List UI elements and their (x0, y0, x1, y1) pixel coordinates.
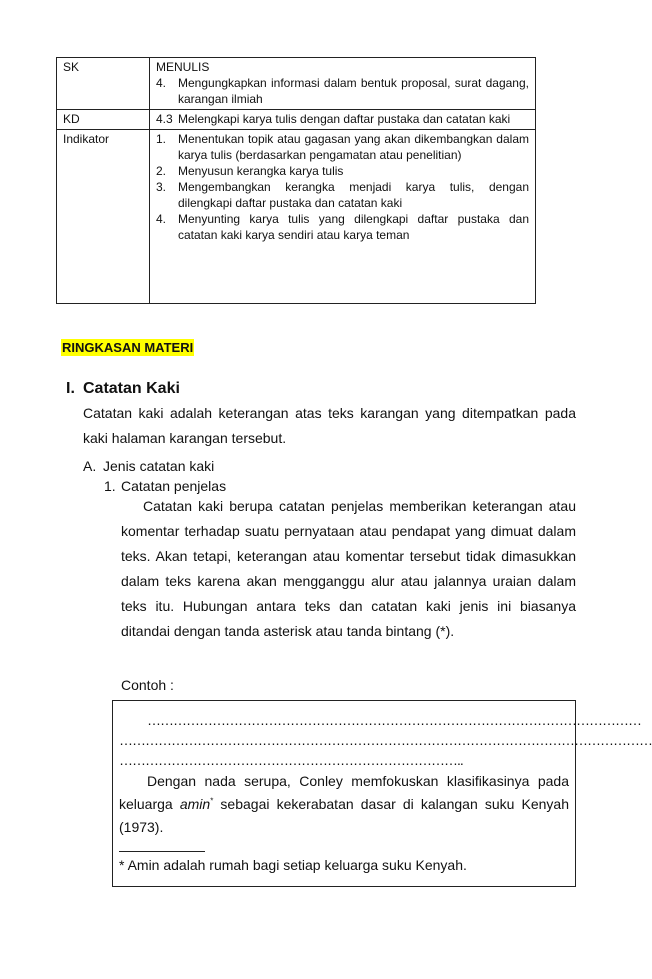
list-item: 2. Menyusun kerangka karya tulis (156, 164, 344, 178)
sk-list (156, 75, 529, 107)
list-item: 4. Mengungkapkan informasi dalam bentuk proposal, surat dagang, karangan ilmiah (156, 76, 529, 106)
table-row-sk (57, 58, 536, 110)
section-title: Catatan Kaki (83, 380, 180, 397)
section-intro: Catatan kaki adalah keterangan atas teks karangan yang ditempatkan pada kaki halaman karangan tersebut. (83, 405, 576, 446)
list-item: 4. Menyunting karya tulis yang dilengkapi daftar pustaka dan catatan kaki karya sendiri atau karya teman (156, 212, 529, 242)
footnote-text: * Amin adalah rumah bagi setiap keluarga suku Kenyah. (119, 857, 467, 873)
item-number: 1. (104, 478, 116, 494)
subsection-title: Jenis catatan kaki (103, 458, 215, 474)
sk-label: SK (57, 58, 150, 110)
footnote-divider (119, 851, 205, 852)
kd-label: KD (57, 110, 150, 130)
section-heading (66, 379, 180, 399)
indikator-value (150, 130, 536, 304)
ringkasan-heading: RINGKASAN MATERI (62, 340, 194, 355)
subsection-number: A. (83, 458, 97, 474)
list-item: 1. Menentukan topik atau gagasan yang akan dikembangkan dalam karya tulis (berdasarkan pengamatan atau penelitian) (156, 132, 529, 162)
table-row-kd (57, 110, 536, 130)
example-box (112, 700, 652, 887)
indikator-label: Indikator (57, 130, 150, 304)
list-item: 4.3 Melengkapi karya tulis dengan daftar pustaka dan catatan kaki (156, 112, 511, 126)
kd-value (150, 110, 536, 130)
table-row-indikator (57, 130, 536, 304)
asterisk-mark: * (210, 796, 214, 806)
indikator-list (156, 131, 529, 243)
item-title: Catatan penjelas (121, 478, 227, 494)
ellipsis-line: …………………………………………………………………….. (119, 752, 463, 768)
example-quote: Dengan nada serupa, Conley memfokuskan klasifikasinya pada keluarga amin* sebagai kekerabatan dasar di kalangan suku Kenyah (1973). (119, 773, 570, 835)
ellipsis-line: …………………………………………………………………………………………………… (147, 712, 641, 728)
item-body: Catatan kaki berupa catatan penjelas memberikan keterangan atau komentar terhadap suatu pernyataan atau pendapat yang dimuat dalam teks. Akan tetapi, keterangan atau komentar tersebut tidak dimasukkan dalam teks karena akan mengganggu alur atau jalannya uraian dalam teks itu. Hubungan antara teks dan catatan kaki jenis ini biasanya ditandai dengan tanda asterisk atau tanda bintang (*). (121, 498, 576, 639)
sk-title: MENULIS (156, 60, 210, 74)
kd-list (156, 111, 529, 127)
example-label: Contoh : (121, 677, 174, 693)
list-item: 3. Mengembangkan kerangka menjadi karya tulis, dengan dilengkapi daftar pustaka dan catatan kaki (156, 180, 529, 210)
example-term: amin (179, 796, 211, 812)
subsection-heading (83, 456, 214, 476)
section-number: I. (66, 380, 75, 397)
sk-value (150, 58, 536, 110)
ellipsis-line: …………………………………………………………………………………………………………… (119, 732, 652, 748)
item-heading (104, 476, 226, 496)
competency-table (56, 57, 536, 304)
